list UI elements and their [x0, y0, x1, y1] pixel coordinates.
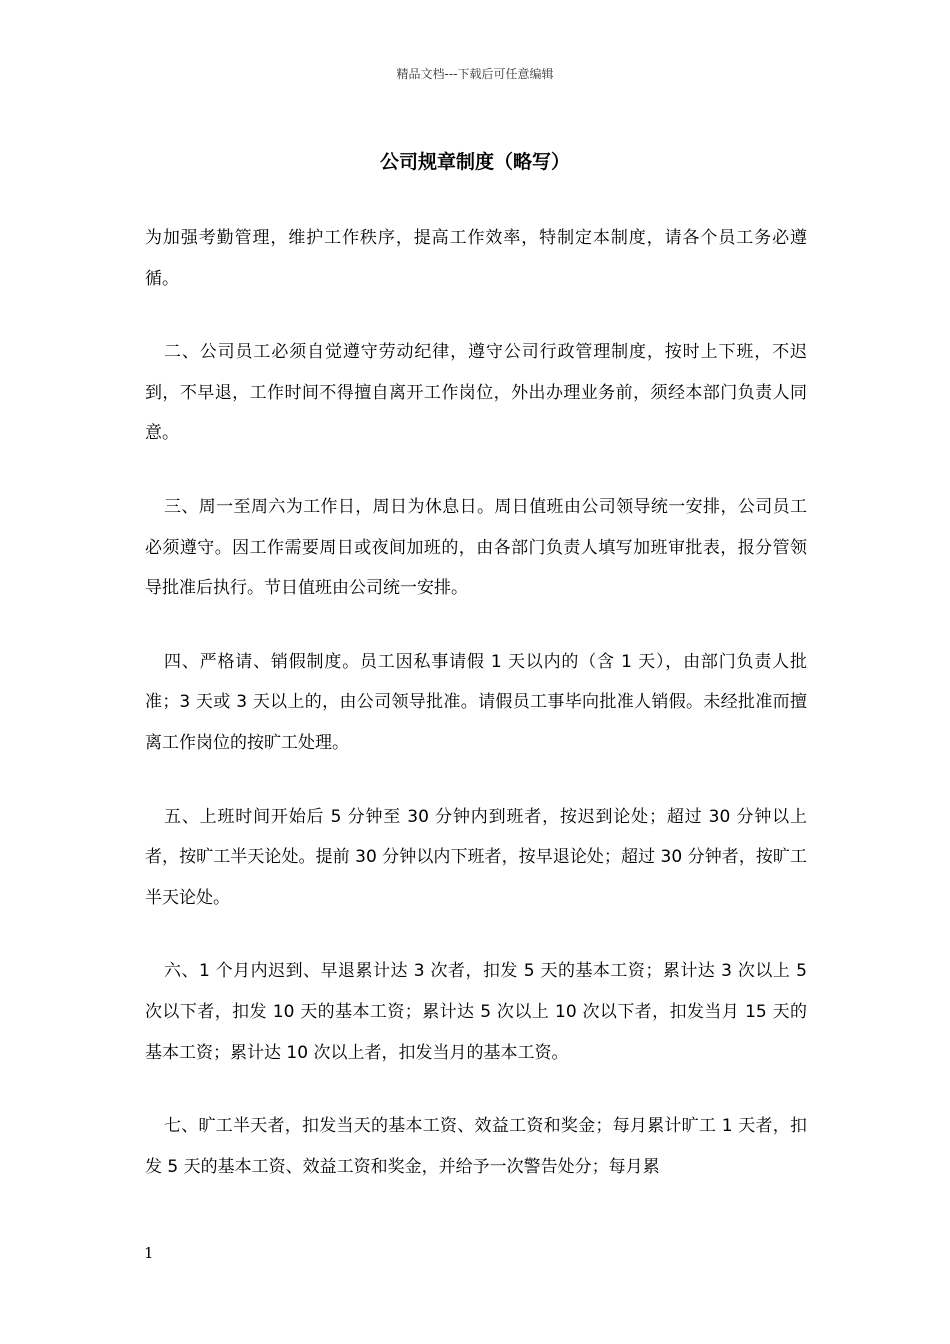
paragraph-rule-4: 四、严格请、销假制度。员工因私事请假 1 天以内的（含 1 天），由部门负责人批准；3 天或 3 天以上的，由公司领导批准。请假员工事毕向批准人销假。未经批准而擅离工作岗位的按旷工处理。 [145, 651, 807, 753]
page-number: 1 [144, 1244, 154, 1262]
paragraph-rule-6: 六、1 个月内迟到、早退累计达 3 次者，扣发 5 天的基本工资；累计达 3 次以上 5 次以下者，扣发 10 天的基本工资；累计达 5 次以上 10 次以下者，扣发当月 15 天的基本工资；累计达 10 次以上者，扣发当月的基本工资。 [145, 961, 807, 1063]
paragraph-rule-5: 五、上班时间开始后 5 分钟至 30 分钟内到班者，按迟到论处；超过 30 分钟以上者，按旷工半天论处。提前 30 分钟以内下班者，按早退论处；超过 30 分钟者，按旷工半天论处。 [145, 806, 807, 908]
page-header-note: 精品文档---下载后可任意编辑 [396, 67, 554, 81]
paragraph-intro: 为加强考勤管理，维护工作秩序，提高工作效率，特制定本制度，请各个员工务必遵循。 [145, 228, 807, 289]
document-body [145, 218, 807, 1187]
paragraph-rule-3: 三、周一至周六为工作日，周日为休息日。周日值班由公司领导统一安排，公司员工必须遵守。因工作需要周日或夜间加班的，由各部门负责人填写加班审批表，报分管领导批准后执行。节日值班由公司统一安排。 [145, 496, 807, 599]
paragraph-rule-7: 七、旷工半天者，扣发当天的基本工资、效益工资和奖金；每月累计旷工 1 天者，扣发 5 天的基本工资、效益工资和奖金，并给予一次警告处分；每月累 [145, 1116, 807, 1177]
paragraph-rule-2: 二、公司员工必须自觉遵守劳动纪律，遵守公司行政管理制度，按时上下班，不迟到，不早退，工作时间不得擅自离开工作岗位，外出办理业务前，须经本部门负责人同意。 [145, 342, 807, 444]
document-title: 公司规章制度（略写） [379, 151, 570, 173]
